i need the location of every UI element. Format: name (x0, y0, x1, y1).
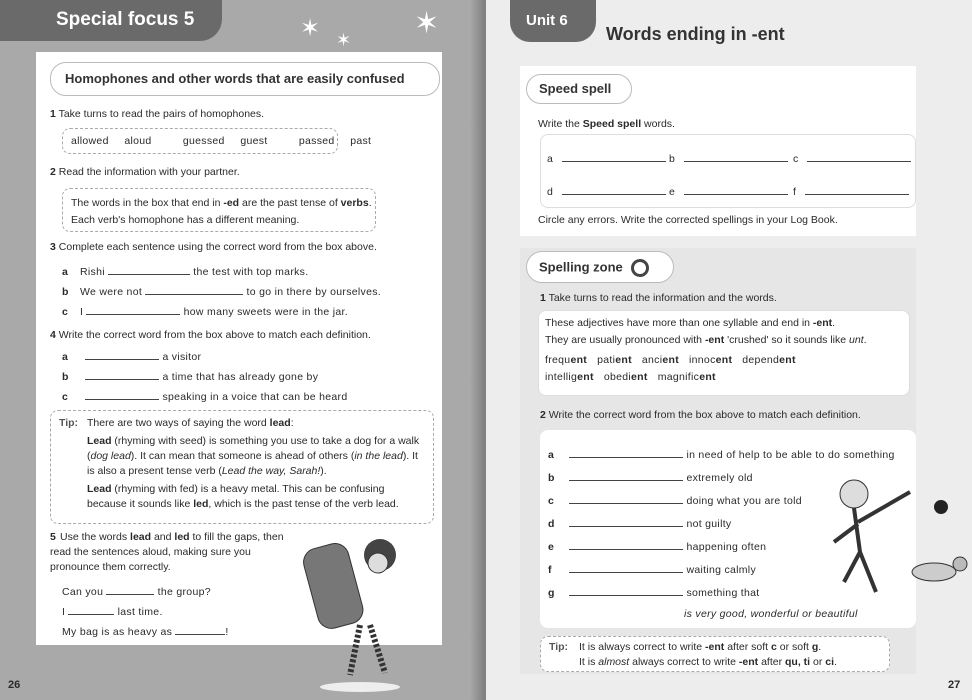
word (742, 354, 796, 366)
word-stem: innoc (689, 354, 716, 366)
tip-italic: almost (598, 656, 630, 668)
word-list-row (545, 369, 903, 386)
word-stem: obedi (603, 371, 632, 383)
q1-number: 1 (50, 108, 56, 120)
info-text: The words in the box that end in (71, 197, 224, 209)
q4-text: Write the correct word from the box above to match each definition. (58, 329, 371, 341)
word-ending: ent (699, 371, 716, 383)
word-stem: pati (597, 354, 616, 366)
tip-text: It is (579, 656, 599, 668)
q5-text (50, 530, 286, 575)
q5-part: to fill the gaps, then read the sentences aloud, making sure you pronounce them correctly. (50, 531, 284, 573)
item-letter: g (548, 587, 555, 599)
boy-with-backpack-illustration (290, 525, 420, 695)
answer-line[interactable] (805, 185, 909, 195)
info-bold: -ent (812, 317, 833, 329)
tip-text: ). It can mean that someone is ahead of others ( (130, 450, 355, 462)
item-letter: c (548, 495, 555, 507)
answer-line[interactable] (85, 350, 159, 360)
q1-number: 1 (540, 292, 546, 304)
speed-spell-panel (520, 66, 916, 236)
answer-line[interactable] (569, 540, 683, 550)
info-text: These adjectives have more than one syllable and end in (545, 317, 813, 329)
definition: a visitor (162, 351, 202, 363)
tip-text: or soft (776, 641, 812, 653)
info-text: . (832, 317, 836, 329)
instruction-text: Write the (538, 118, 583, 130)
tip-bold: qu, ti (785, 656, 811, 668)
answer-line[interactable] (562, 152, 666, 162)
word-stem: intellig (545, 371, 578, 383)
page-number: 27 (948, 679, 961, 691)
word: aloud (124, 135, 152, 147)
sentence-text: My bag is as heavy as (62, 626, 173, 638)
q5-number: 5 (50, 531, 56, 543)
word (642, 354, 679, 366)
word-stem: anci (641, 354, 663, 366)
definition: speaking in a voice that can be heard (162, 391, 348, 403)
tip-bold: Lead (87, 483, 112, 495)
item-letter: a (62, 266, 69, 278)
item-letter: e (669, 186, 675, 198)
item-text: the test with top marks. (193, 266, 309, 278)
tip-bold: ci (825, 656, 835, 668)
word: passed (298, 135, 335, 147)
tip-text: (rhyming with fed) is a heavy metal. This can be confusing because it sounds like (87, 483, 385, 510)
item-letter: a (547, 153, 553, 165)
item-letter: b (548, 472, 555, 484)
item-text: We were not (80, 286, 143, 298)
item-letter: b (669, 153, 675, 165)
info-bold: -ed (223, 197, 240, 209)
answer-line[interactable] (68, 605, 114, 615)
definition: extremely old (686, 472, 753, 484)
word (658, 371, 716, 383)
tip-text: : (290, 417, 294, 429)
timer-icon (631, 259, 649, 277)
tip-text: after (758, 656, 786, 668)
item-letter: d (548, 518, 555, 530)
page-number: 26 (8, 679, 21, 691)
q4-number: 4 (50, 329, 56, 341)
ball-icon (934, 500, 948, 514)
answer-line[interactable] (106, 585, 154, 595)
word (689, 354, 732, 366)
tip-text: always correct to write (629, 656, 739, 668)
item-text: how many sweets were in the jar. (183, 306, 348, 318)
item-letter: d (547, 186, 553, 198)
tip-text: , which is the past tense of the verb lead. (208, 498, 399, 510)
q5-sentence (62, 605, 163, 618)
word-ending: ent (570, 354, 588, 366)
q3-text: Complete each sentence using the correct word from the box above. (58, 241, 377, 253)
tip-text: (rhyming with seed) is something you use to take a dog for a walk ( (87, 435, 420, 462)
star-icon: ✶ (336, 30, 352, 50)
info-box (62, 188, 376, 232)
info-bold: verbs (340, 197, 369, 209)
q4-item (62, 370, 318, 383)
definition: in need of help to be able to do something (686, 449, 895, 461)
definition: doing what you are told (686, 495, 802, 507)
answer-line[interactable] (569, 563, 683, 573)
sentence-text: I (62, 606, 66, 618)
q4-item (62, 390, 348, 403)
info-text: They are usually pronounced with (545, 334, 705, 346)
unit-tab: Unit 6 (510, 0, 596, 42)
info-text: 'crushed' so it sounds like (724, 334, 850, 346)
q1-text: Take turns to read the pairs of homophones. (58, 108, 265, 120)
tip-text: ). It is also a present tense verb ( (87, 450, 418, 477)
tip-bold: -ent (705, 641, 725, 653)
answer-line[interactable] (569, 494, 683, 504)
answer-line[interactable] (85, 390, 159, 400)
q2-number: 2 (50, 166, 56, 178)
q4-item (62, 350, 201, 363)
sentence-text: the group? (157, 586, 211, 598)
item-letter: c (62, 306, 69, 318)
definition-continued: is very good, wonderful or beautiful (684, 608, 858, 620)
sentence-text: last time. (117, 606, 163, 618)
q5-part: Use the words (60, 531, 131, 543)
tip-italic: Lead the way, Sarah! (221, 465, 321, 477)
tip-bold: led (193, 498, 209, 510)
word-ending: ent (662, 354, 680, 366)
answer-line[interactable] (569, 471, 683, 481)
answer-line[interactable] (86, 305, 180, 315)
tip-text: ). (320, 465, 327, 477)
item-text: Rishi (80, 266, 105, 278)
q5-bold: lead (130, 531, 152, 543)
item-letter: f (793, 186, 796, 198)
definition: waiting calmly (686, 564, 756, 576)
answer-line[interactable] (85, 370, 159, 380)
q2-text: Read the information with your partner. (58, 166, 240, 178)
item-letter: f (548, 564, 552, 576)
tip-bold: -ent (738, 656, 759, 668)
tip-italic: dog lead (90, 450, 131, 462)
item-letter: a (548, 449, 555, 461)
spelling-zone-label (526, 251, 674, 283)
info-text: are the past tense of (239, 197, 341, 209)
answer-line[interactable] (569, 517, 683, 527)
homophones-box (62, 128, 372, 154)
word: allowed (71, 135, 109, 147)
item-letter: c (62, 391, 69, 403)
tip-bold: c (770, 641, 777, 653)
answer-line[interactable] (807, 152, 911, 162)
word-ending: ent (779, 354, 796, 366)
special-focus-header: Special focus 5 (0, 0, 222, 41)
word-stem: depend (742, 354, 780, 366)
word-ending: ent (615, 354, 632, 366)
right-page (486, 0, 972, 700)
item-letter: b (62, 371, 69, 383)
tip-box (50, 410, 434, 524)
item-text: to go in there by ourselves. (246, 286, 381, 298)
item-letter: b (62, 286, 69, 298)
info-text: . (368, 197, 372, 209)
item-letter: c (793, 153, 799, 165)
sentence-text: ! (225, 626, 229, 638)
q5-bold: led (174, 531, 190, 543)
answer-line[interactable] (562, 185, 666, 195)
adjectives-info-box (538, 310, 910, 396)
item-text: I (80, 306, 84, 318)
q5-sentence (62, 585, 211, 598)
word: guessed (182, 135, 225, 147)
section-title: Homophones and other words that are easily confused (50, 62, 440, 96)
star-icon: ✶ (300, 15, 321, 42)
item-letter: e (548, 541, 555, 553)
word-stem: magnific (657, 371, 700, 383)
word (604, 371, 648, 383)
answer-line[interactable] (569, 448, 683, 458)
q3-item (62, 285, 381, 298)
info-text: Each verb's homophone has a different meaning. (71, 214, 300, 226)
answer-line[interactable] (569, 586, 683, 596)
speed-spell-label: Speed spell (526, 74, 632, 104)
q3-item (62, 305, 348, 318)
label-text: Spelling zone (539, 259, 623, 275)
q1-text: Take turns to read the information and the words. (548, 292, 777, 304)
tip-bold: Lead (87, 435, 112, 447)
word-ending: ent (715, 354, 733, 366)
word-stem: frequ (545, 354, 571, 366)
tip-text: . (834, 656, 837, 668)
tip-bold: lead (269, 417, 291, 429)
tip-label: Tip: (59, 417, 79, 429)
answer-line[interactable] (108, 265, 190, 275)
q5-part: and (151, 531, 175, 543)
definition: a time that has already gone by (162, 371, 319, 383)
tip-text: or (810, 656, 826, 668)
page-title: Words ending in -ent (606, 24, 785, 44)
info-text: . (863, 334, 867, 346)
tip-bold: g (811, 641, 819, 653)
word: guest (240, 135, 268, 147)
q2-text: Write the correct word from the box above to match each definition. (548, 409, 861, 421)
q5-sentence (62, 625, 229, 638)
definition: something that (686, 587, 760, 599)
word-ending: ent (631, 371, 648, 383)
item-letter: a (62, 351, 69, 363)
instruction-text: words. (641, 118, 675, 130)
star-icon: ✶ (414, 7, 440, 40)
sentence-text: Can you (62, 586, 104, 598)
word-ending: ent (577, 371, 594, 383)
answer-line[interactable] (175, 625, 225, 635)
answer-line[interactable] (684, 185, 788, 195)
speed-spell-instruction (538, 118, 675, 130)
word (545, 371, 594, 383)
definition: not guilty (686, 518, 732, 530)
speed-spell-footer: Circle any errors. Write the corrected spellings in your Log Book. (538, 214, 838, 226)
tip-text: There are two ways of saying the word (87, 417, 270, 429)
boy-and-dog-illustration (814, 472, 972, 612)
tip-label: Tip: (549, 641, 569, 653)
tip-text: It is always correct to write (579, 641, 706, 653)
info-bold: -ent (704, 334, 725, 346)
tip-text: after soft (724, 641, 771, 653)
word-list-row (545, 352, 903, 369)
speed-spell-box (540, 134, 916, 208)
tip-box (540, 636, 890, 672)
q3-item (62, 265, 308, 278)
answer-line[interactable] (684, 152, 788, 162)
word (597, 354, 632, 366)
info-italic: unt (849, 334, 864, 346)
definition: happening often (686, 541, 767, 553)
answer-line[interactable] (145, 285, 243, 295)
tip-text: . (818, 641, 822, 653)
q2-number: 2 (540, 409, 546, 421)
tip-italic: in the lead (354, 450, 403, 462)
instruction-bold: Speed spell (582, 118, 642, 130)
word (545, 354, 587, 366)
word: past (350, 135, 372, 147)
q3-number: 3 (50, 241, 56, 253)
